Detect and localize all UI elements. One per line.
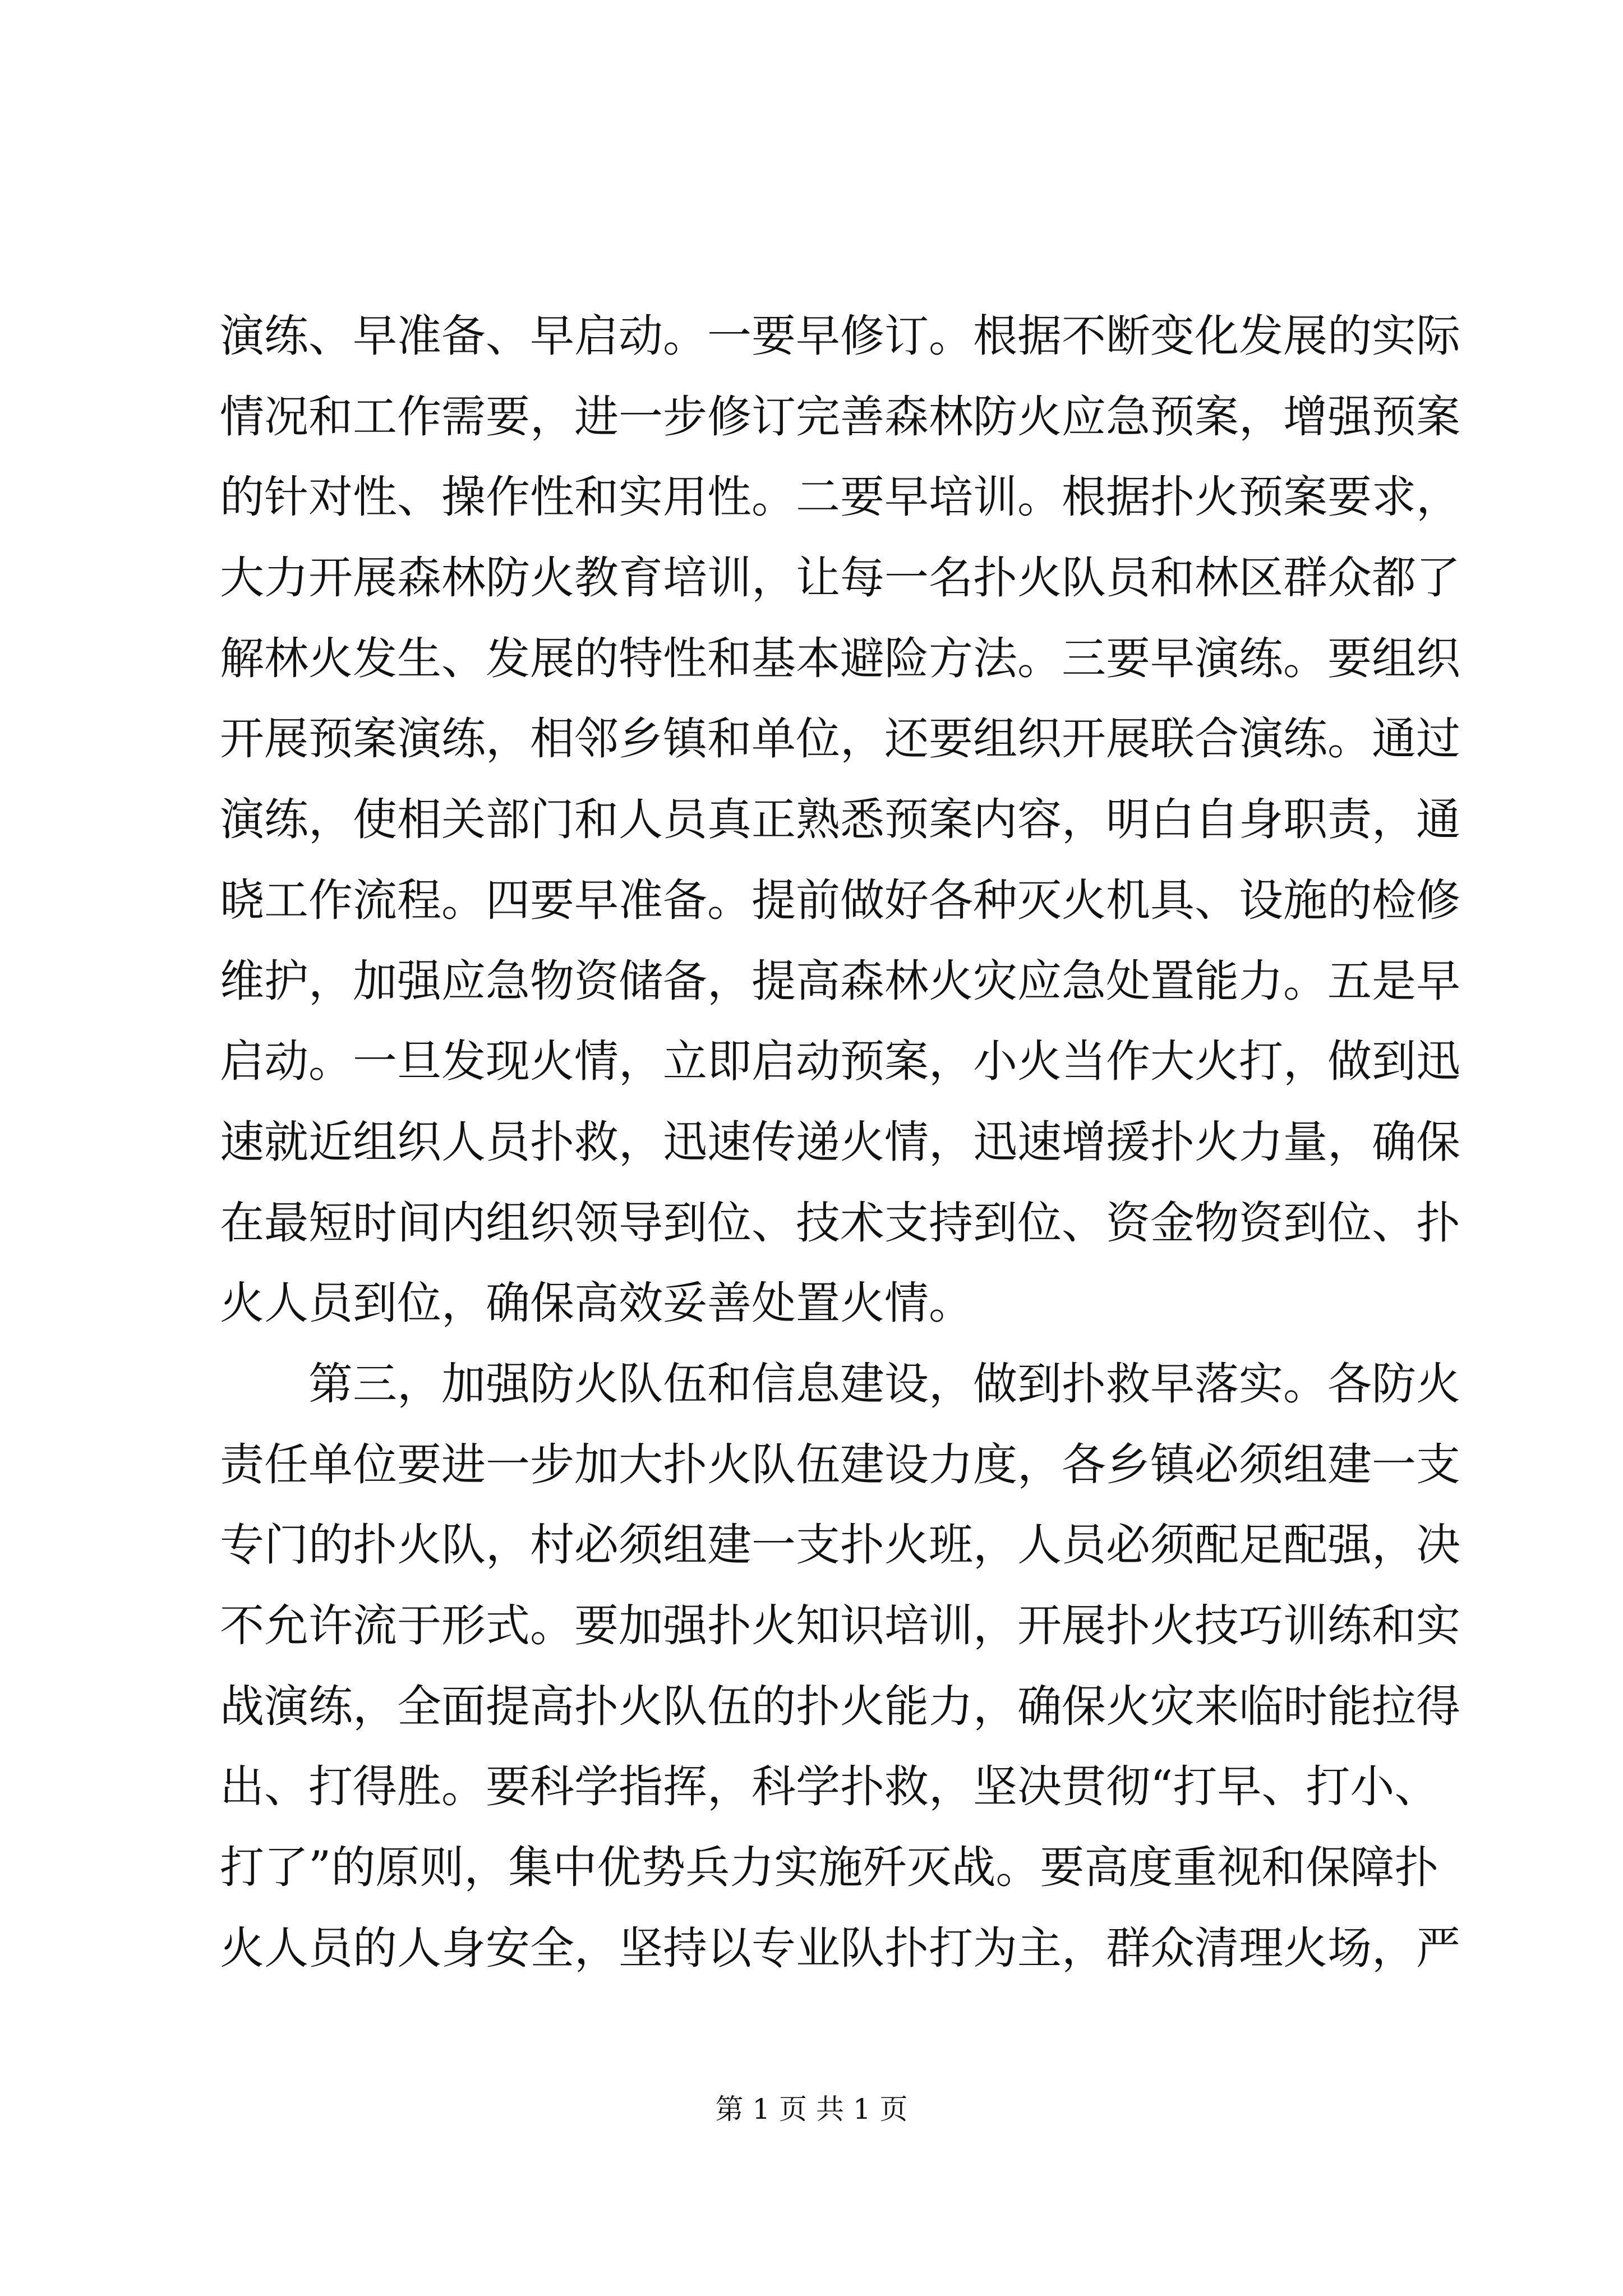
text-line: 维护，加强应急物资储备，提高森林火灾应急处置能力。五是早 [220, 955, 1460, 1007]
text-line: 出、打得胜。要科学指挥，科学扑救，坚决贯彻“打早、打小、 [220, 1761, 1439, 1813]
text-line: 启动。一旦发现火情，立即启动预案，小火当作大火打，做到迅 [220, 1036, 1460, 1088]
text-line: 在最短时间内组织领导到位、技术支持到位、资金物资到位、扑 [220, 1197, 1460, 1249]
text-line: 演练、早准备、早启动。一要早修订。根据不断变化发展的实际 [220, 310, 1460, 362]
text-line: 不允许流于形式。要加强扑火知识培训，开展扑火技巧训练和实 [220, 1600, 1460, 1651]
page-footer [0, 2090, 1623, 2129]
text-line: 的针对性、操作性和实用性。二要早培训。根据扑火预案要求， [220, 471, 1460, 523]
document-body [220, 296, 1460, 1989]
text-line: 开展预案演练，相邻乡镇和单位，还要组织开展联合演练。通过 [220, 713, 1460, 765]
text-line: 演练，使相关部门和人员真正熟悉预案内容，明白自身职责，通 [220, 794, 1460, 846]
text-line: 大力开展森林防火教育培训，让每一名扑火队员和林区群众都了 [220, 552, 1460, 604]
text-line: 责任单位要进一步加大扑火队伍建设力度，各乡镇必须组建一支 [220, 1438, 1460, 1490]
text-line: 战演练，全面提高扑火队伍的扑火能力，确保火灾来临时能拉得 [220, 1680, 1460, 1732]
text-line: 情况和工作需要，进一步修订完善森林防火应急预案，增强预案 [220, 390, 1460, 443]
text-line: 晓工作流程。四要早准备。提前做好各种灭火机具、设施的检修 [220, 874, 1460, 926]
text-line: 专门的扑火队，村必须组建一支扑火班，人员必须配足配强，决 [220, 1519, 1460, 1571]
paragraph-start-line: 第三，加强防火队伍和信息建设，做到扑救早落实。各防火 [308, 1358, 1460, 1410]
text-line: 打了”的原则，集中优势兵力实施歼灭战。要高度重视和保障扑 [220, 1842, 1439, 1894]
text-line: 速就近组织人员扑救，迅速传递火情，迅速增援扑火力量，确保 [220, 1116, 1460, 1168]
text-line: 解林火发生、发展的特性和基本避险方法。三要早演练。要组织 [220, 632, 1460, 684]
page-number-label: 第 1 页 共 1 页 [715, 2093, 908, 2125]
text-line: 火人员的人身安全，坚持以专业队扑打为主，群众清理火场，严 [220, 1922, 1460, 1974]
paragraph-end-line: 火人员到位，确保高效妥善处置火情。 [220, 1277, 973, 1329]
